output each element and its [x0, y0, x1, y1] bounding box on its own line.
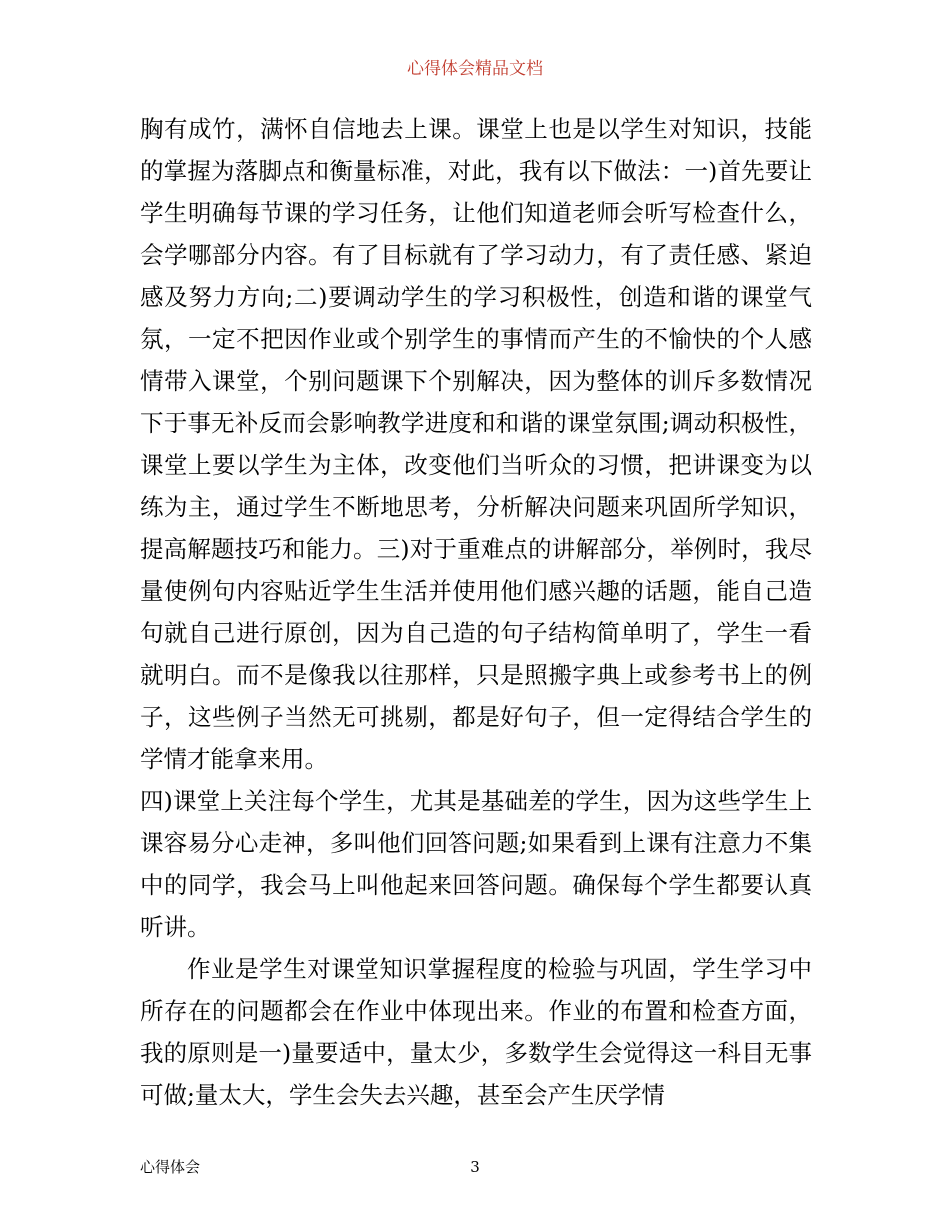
document-header-title: 心得体会精品文档: [407, 59, 543, 79]
body-paragraph: 作业是学生对课堂知识掌握程度的检验与巩固，学生学习中所存在的问题都会在作业中体现出来。作业的布置和检查方面，我的原则是一)量要适中，量太少，多数学生会觉得这一科目无事可做;量太大，学生会失去兴趣，甚至会产生厌学情: [140, 955, 812, 1109]
page-number: 3: [470, 1158, 480, 1176]
footer-label: 心得体会: [140, 1158, 201, 1176]
body-paragraph: 胸有成竹，满怀自信地去上课。课堂上也是以学生对知识，技能的掌握为落脚点和衡量标准，对此，我有以下做法：一)首先要让学生明确每节课的学习任务，让他们知道老师会听写检查什么，会学哪部分内容。有了目标就有了学习动力，有了责任感、紧迫感及努力方向;二)要调动学生的学习积极性，创造和谐的课堂气氛，一定不把因作业或个别学生的事情而产生的不愉快的个人感情带入课堂，个别问题课下个别解决，因为整体的训斥多数情况下于事无补反而会影响教学进度和和谐的课堂氛围;调动积极性，课堂上要以学生为主体，改变他们当听众的习惯，把讲课变为以练为主，通过学生不断地思考，分析解决问题来巩固所学知识，提高解题技巧和能力。三)对于重难点的讲解部分，举例时，我尽量使例句内容贴近学生生活并使用他们感兴趣的话题，能自己造句就自己进行原创，因为自己造的句子结构简单明了，学生一看就明白。而不是像我以往那样，只是照搬字典上或参考书上的例子，这些例子当然无可挑剔，都是好句子，但一定得结合学生的学情才能拿来用。: [140, 115, 812, 773]
body-paragraph: 四)课堂上关注每个学生，尤其是基础差的学生，因为这些学生上课容易分心走神，多叫他们回答问题;如果看到上课有注意力不集中的同学，我会马上叫他起来回答问题。确保每个学生都要认真听讲。: [140, 787, 812, 941]
document-body: [140, 108, 812, 1116]
